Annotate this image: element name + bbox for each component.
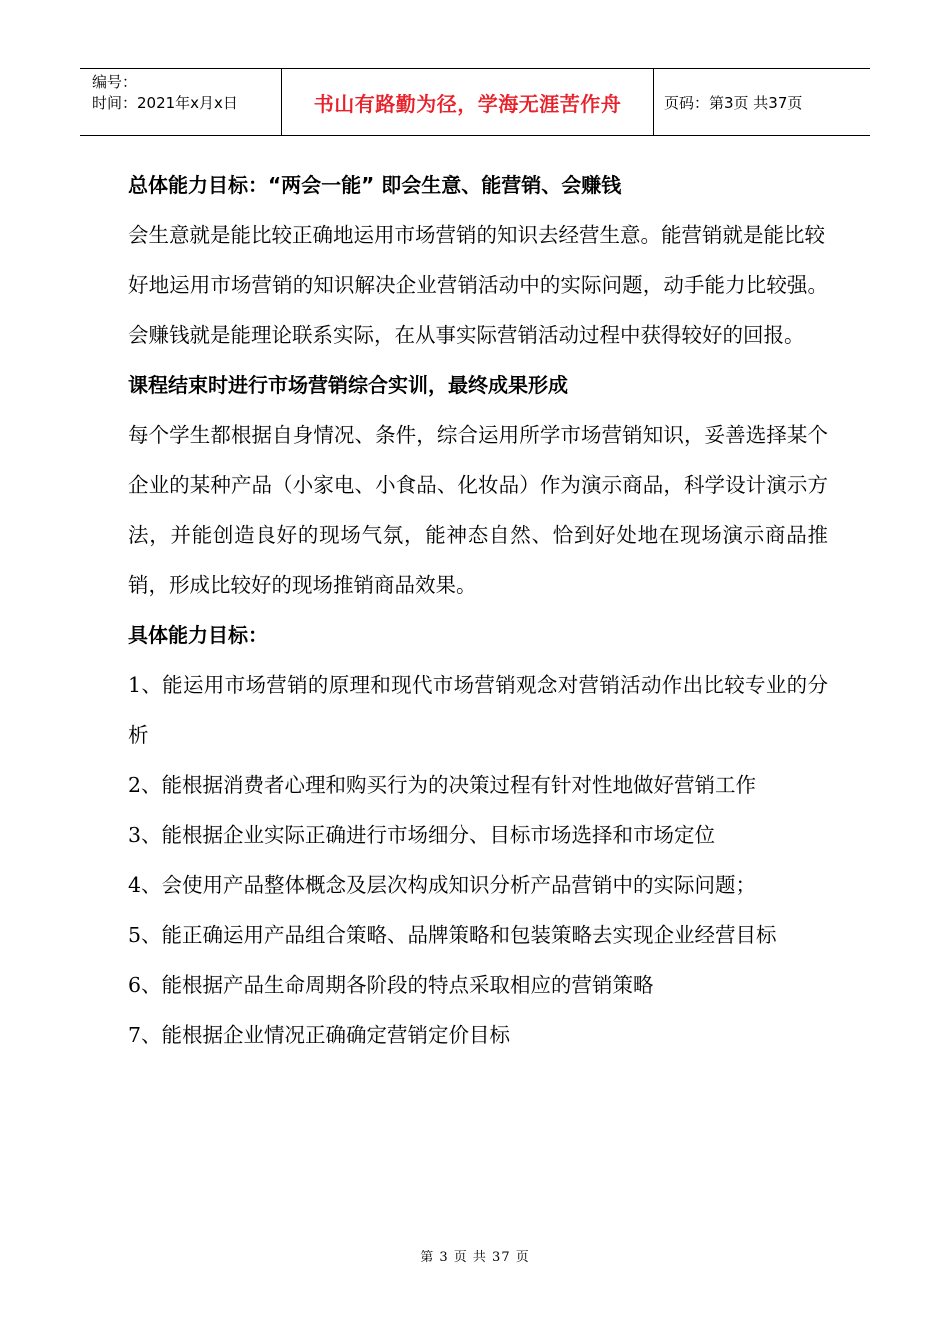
page-footer: 第 3 页 共 37 页	[420, 1250, 530, 1265]
header-meta	[80, 69, 281, 135]
document-body	[128, 160, 828, 1060]
paragraph-heading: 课程结束时进行市场营销综合实训，最终成果形成	[128, 373, 568, 397]
time-label: 时间：2021年x月x日	[92, 94, 238, 112]
page-header	[80, 68, 870, 136]
paragraph: 每个学生都根据自身情况、条件，综合运用所学市场营销知识，妥善选择某个企业的某种产品（小家电、小食品、化妆品）作为演示商品，科学设计演示方法，并能创造良好的现场气氛，能神态自然、恰到好处地在现场演示商品推销，形成比较好的现场推销商品效果。	[128, 423, 828, 597]
list-item: 4、会使用产品整体概念及层次构成知识分析产品营销中的实际问题；	[128, 873, 757, 897]
list-item: 1、能运用市场营销的原理和现代市场营销观念对营销活动作出比较专业的分析	[128, 673, 828, 747]
paragraph: 会生意就是能比较正确地运用市场营销的知识去经营生意。能营销就是能比较	[128, 223, 825, 247]
header-page-code: 页码：第3页 共37页	[664, 93, 803, 112]
paragraph: 好地运用市场营销的知识解决企业营销活动中的实际问题，动手能力比较强。会赚钱就是能理论联系实际，在从事实际营销活动过程中获得较好的回报。	[128, 273, 828, 347]
header-motto: 书山有路勤为径，学海无涯苦作舟	[281, 69, 654, 135]
list-item: 2、能根据消费者心理和购买行为的决策过程有针对性地做好营销工作	[128, 773, 757, 797]
list-item: 5、能正确运用产品组合策略、品牌策略和包装策略去实现企业经营目标	[128, 923, 777, 947]
paragraph-heading: 总体能力目标：“两会一能” 即会生意、能营销、会赚钱	[128, 173, 622, 197]
list-item: 6、能根据产品生命周期各阶段的特点采取相应的营销策略	[128, 973, 654, 997]
paragraph-heading: 具体能力目标：	[128, 623, 268, 647]
list-item: 3、能根据企业实际正确进行市场细分、目标市场选择和市场定位	[128, 823, 716, 847]
list-item: 7、能根据企业情况正确确定营销定价目标	[128, 1023, 511, 1047]
serial-label: 编号：	[92, 73, 138, 91]
